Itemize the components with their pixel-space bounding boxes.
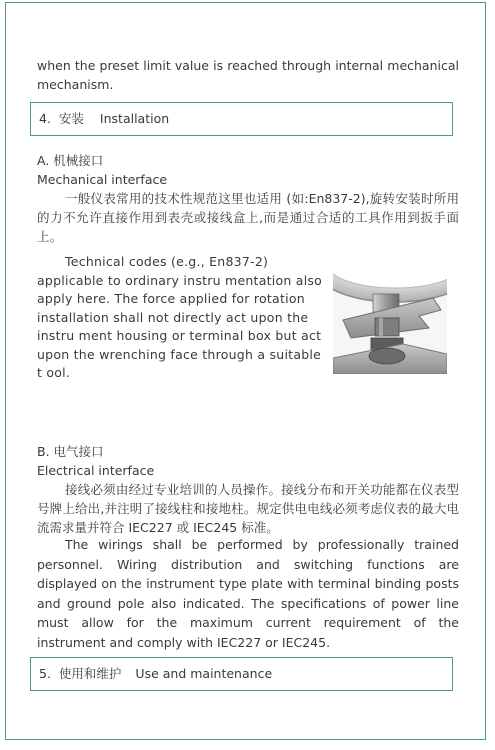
wrench-gauge-illustration xyxy=(333,258,447,374)
subsection-b-paragraph-cn: 接线必须由经过专业培训的人员操作。接线分布和开关功能都在仪表型号牌上给出,并注明了接线柱和接地柱。规定供电电线必须考虑仪表的最大电流需求量并符合 IEC227 或 IEC245 标准。 xyxy=(37,482,459,535)
subsection-a-label-cn: A. 机械接口 xyxy=(37,153,104,168)
subsection-b-label-en: Electrical interface xyxy=(37,463,155,478)
section-5-number: 5. xyxy=(39,666,51,681)
section-4-heading xyxy=(30,102,453,136)
section-4-title-cn: 安装 xyxy=(58,111,84,126)
subsection-a-label-en: Mechanical interface xyxy=(37,172,168,187)
section-4-title-en: Installation xyxy=(99,111,170,126)
subsection-b-label-cn: B. 电气接口 xyxy=(37,444,104,459)
subsection-a-paragraph-en: Technical codes (e.g., En837-2) applicable to ordinary instru mentation also apply here. The force applied for rotation installation shall not directly act upon the instru ment housing or terminal box but act upon the wrenching face through a suitable t ool. xyxy=(37,254,323,380)
section-5-title-cn: 使用和维护 xyxy=(58,666,122,681)
section-4-number: 4. xyxy=(39,111,51,126)
section-5-heading xyxy=(30,657,453,691)
subsection-a-paragraph-cn: 一般仪表常用的技术性规范这里也适用 (如:En837-2),旋转安装时所用的力不允许直接作用到表壳或接线盒上,而是通过合适的工具作用到扳手面上。 xyxy=(37,191,459,244)
section-5-title-en: Use and maintenance xyxy=(135,666,273,681)
intro-paragraph: when the preset limit value is reached through internal mechanical mechanism. xyxy=(37,58,459,92)
subsection-b-paragraph-en: The wirings shall be performed by professionally trained personnel. Wiring distribution and switching functions are displayed on the instrument type plate with terminal binding posts and ground pole also indicated. The specifications of power line must allow for the maximum current requirement of the instrument and comply with IEC227 or IEC245. xyxy=(37,537,459,650)
